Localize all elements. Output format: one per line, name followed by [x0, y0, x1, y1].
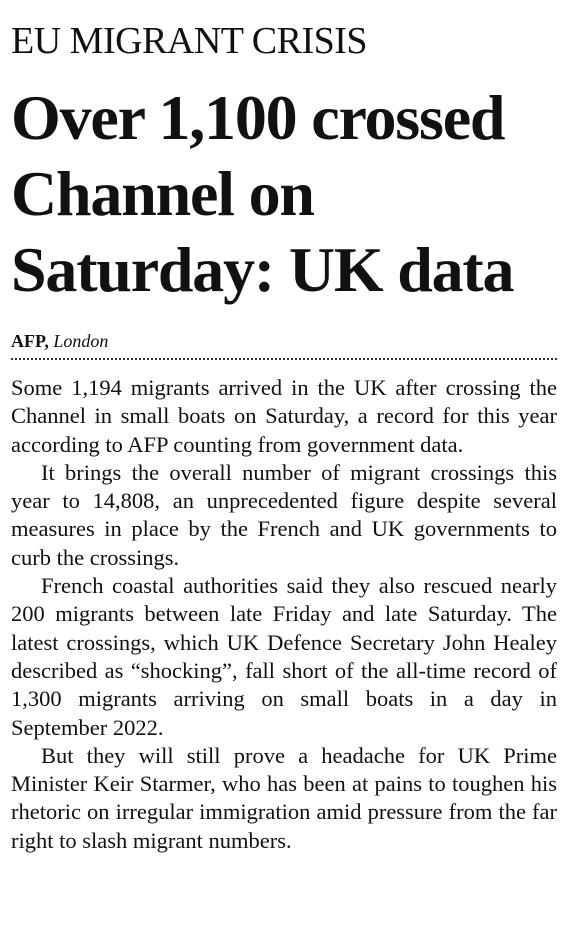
paragraph-1: Some 1,194 migrants arrived in the UK after crossing the Channel in small boats on Saturday, a record for this year according to AFP counting from government data.: [11, 375, 557, 457]
article-headline: Over 1,100 crossed Channel on Saturday: UK data: [11, 82, 514, 305]
section-kicker: EU MIGRANT CRISIS: [11, 20, 368, 62]
dotted-divider: [11, 358, 557, 360]
paragraph-2: It brings the overall number of migrant crossings this year to 14,808, an unprecedented figure despite several measures in place by the French and UK governments to curb the crossings.: [11, 459, 557, 570]
paragraph-4: But they will still prove a headache for UK Prime Minister Keir Starmer, who has been at pains to toughen his rhetoric on irregular immigration amid pressure from the far right to slash migrant numbers.: [11, 742, 557, 853]
byline-agency: AFP,: [11, 331, 49, 351]
news-article: [11, 18, 557, 855]
byline: [11, 330, 557, 352]
byline-location: London: [53, 331, 109, 351]
article-body: [11, 374, 557, 855]
paragraph-3: French coastal authorities said they also rescued nearly 200 migrants between late Friday and late Saturday. The latest crossings, which UK Defence Secretary John Healey described as “shocking”, fall short of the all-time record of 1,300 migrants arriving on small boats in a day in September 2022.: [11, 573, 557, 740]
